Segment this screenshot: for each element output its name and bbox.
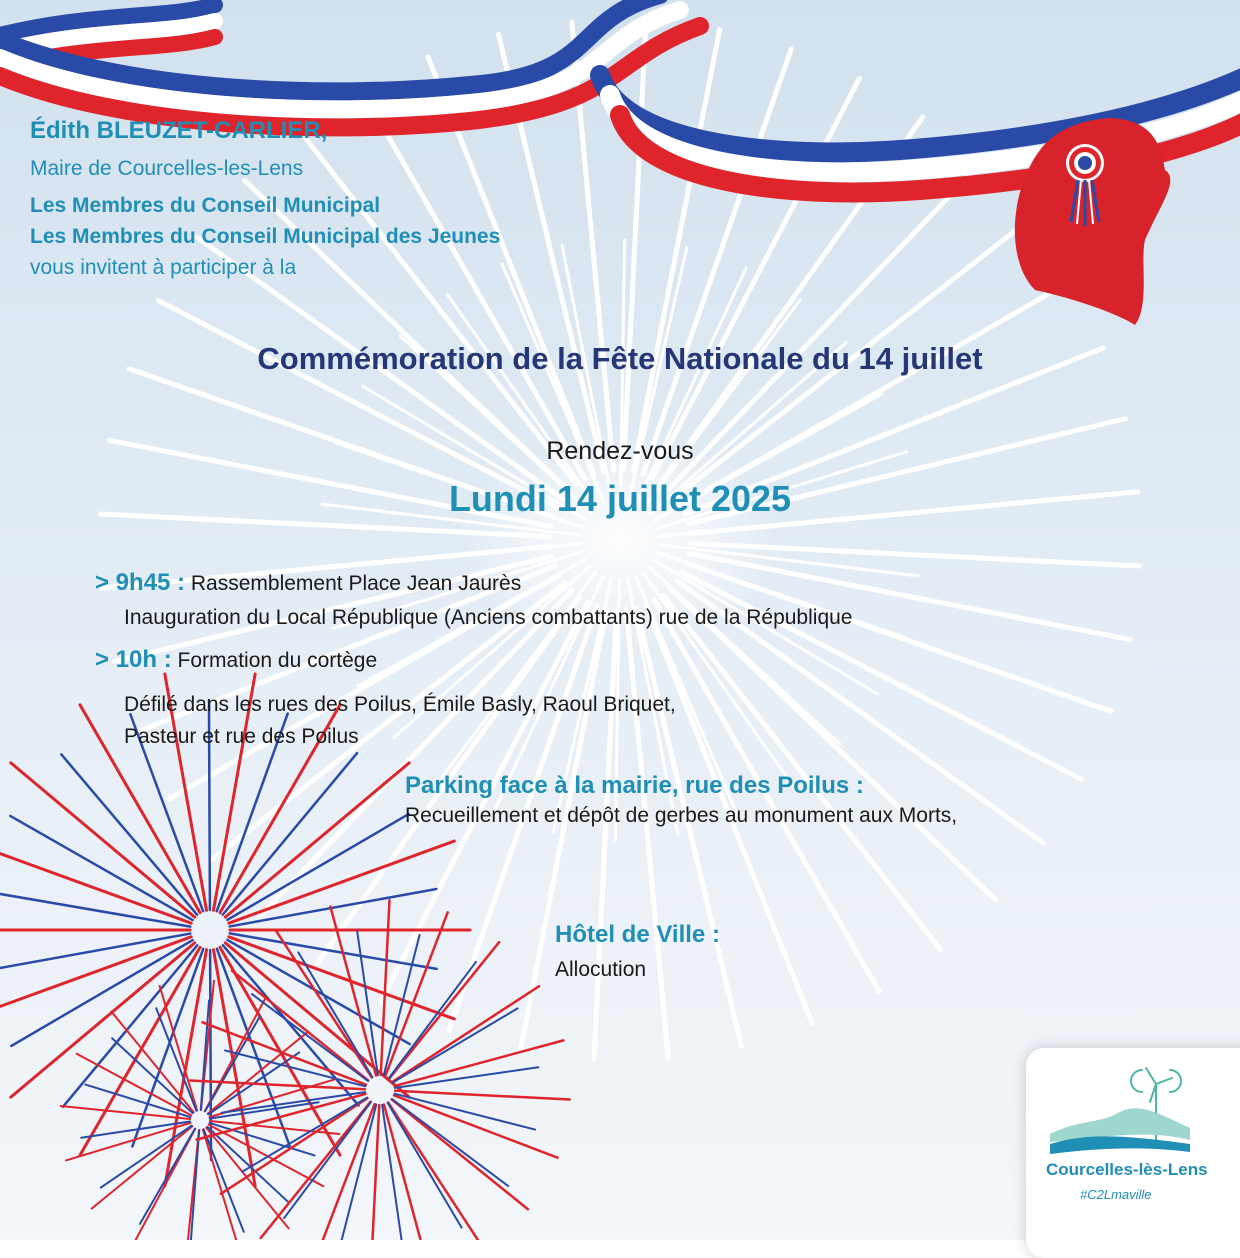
location-title: Hôtel de Ville : bbox=[555, 921, 720, 948]
youth-council-line: Les Membres du Conseil Municipal des Jeunes bbox=[30, 225, 501, 248]
location-text: Allocution bbox=[555, 958, 647, 981]
event-date: Lundi 14 juillet 2025 bbox=[448, 478, 792, 519]
rendezvous-label: Rendez-vous bbox=[546, 437, 694, 465]
logo-tagline: #C2Lmaville bbox=[1080, 1187, 1152, 1202]
schedule-detail: Pasteur et rue des Poilus bbox=[124, 725, 359, 748]
wind-turbine-hills-logo bbox=[1050, 1064, 1190, 1160]
schedule-item-1 bbox=[95, 569, 521, 597]
invitation-line: vous invitent à participer à la bbox=[30, 256, 297, 279]
schedule-text: Formation du cortège bbox=[177, 649, 378, 672]
event-title: Commémoration de la Fête Nationale du 14 juillet bbox=[257, 341, 983, 376]
location-text: Recueillement et dépôt de gerbes au monument aux Morts, bbox=[405, 804, 958, 827]
council-line: Les Membres du Conseil Municipal bbox=[30, 194, 381, 217]
mayor-title: Maire de Courcelles-les-Lens bbox=[30, 157, 304, 180]
mayor-name: Édith BLEUZET-CARLIER, bbox=[30, 117, 328, 144]
logo-name: Courcelles-lès-Lens bbox=[1046, 1160, 1208, 1179]
schedule-detail: Défilé dans les rues des Poilus, Émile Basly, Raoul Briquet, bbox=[124, 693, 676, 716]
schedule-time: > 10h : bbox=[95, 646, 172, 673]
schedule-item-2 bbox=[95, 646, 377, 674]
location-title: Parking face à la mairie, rue des Poilus : bbox=[405, 772, 864, 799]
schedule-text: Rassemblement Place Jean Jaurès bbox=[190, 572, 522, 595]
schedule-detail: Inauguration du Local République (Anciens combattants) rue de la République bbox=[124, 606, 853, 629]
schedule-time: > 9h45 : bbox=[95, 569, 186, 596]
